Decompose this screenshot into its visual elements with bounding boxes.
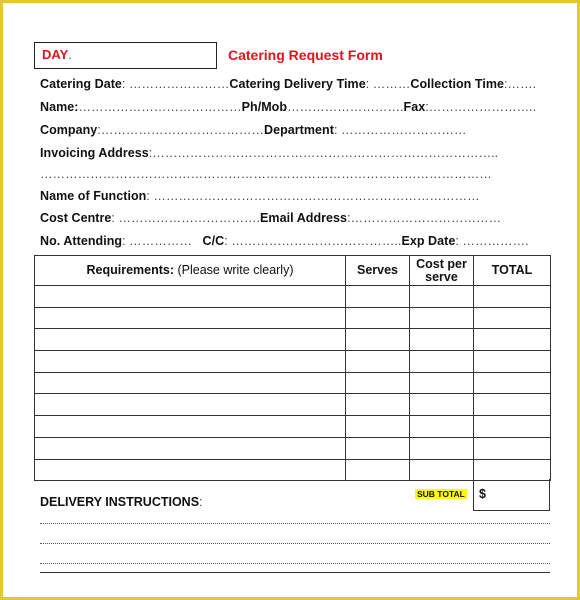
day-field[interactable] <box>34 42 217 69</box>
total-cell[interactable] <box>474 437 551 459</box>
serves-cell[interactable] <box>346 351 410 373</box>
name-field[interactable]: ………………………………… <box>78 100 242 114</box>
subtotal-label: SUB TOTAL <box>417 489 465 499</box>
cost-per-serve-header: Cost per serve <box>410 256 474 286</box>
fax-field[interactable]: :…………………….. <box>425 100 537 114</box>
name-label: Name: <box>40 100 79 114</box>
company-field[interactable]: :………………………………… <box>97 123 264 137</box>
currency-symbol: $ <box>479 487 486 501</box>
exp-date-field[interactable]: : ……………. <box>455 234 529 248</box>
serves-cell[interactable] <box>346 329 410 351</box>
cc-field[interactable]: : ………………………………….. <box>224 234 402 248</box>
function-name-field[interactable]: : …………………………………………………………………… <box>146 189 480 203</box>
cost-per-serve-cell[interactable] <box>410 372 474 394</box>
catering-date-label: Catering Date <box>40 77 122 91</box>
delivery-time-field[interactable]: : ……… <box>365 77 411 91</box>
company-label: Company <box>40 123 98 137</box>
table-row <box>35 394 551 416</box>
delivery-line-1[interactable] <box>40 523 550 524</box>
cost-per-serve-cell[interactable] <box>410 459 474 481</box>
invoicing-address-field[interactable]: :……………………………………………………………………….. <box>148 146 499 160</box>
table-row <box>35 372 551 394</box>
total-cell[interactable] <box>474 351 551 373</box>
requirement-cell[interactable] <box>35 416 346 438</box>
exp-date-label: Exp Date <box>401 234 456 248</box>
row-cost-email <box>40 211 501 225</box>
delivery-line-3[interactable] <box>40 563 550 564</box>
table-row <box>35 351 551 373</box>
serves-cell[interactable] <box>346 437 410 459</box>
attending-label: No. Attending <box>40 234 123 248</box>
cost-per-serve-cell[interactable] <box>410 329 474 351</box>
cost-per-serve-cell[interactable] <box>410 351 474 373</box>
table-row <box>35 307 551 329</box>
total-cell[interactable] <box>474 372 551 394</box>
day-dot: . <box>68 47 72 62</box>
serves-cell[interactable] <box>346 307 410 329</box>
row-function <box>40 189 480 203</box>
email-label: Email Address <box>260 211 348 225</box>
requirement-cell[interactable] <box>35 307 346 329</box>
function-name-label: Name of Function <box>40 189 147 203</box>
row-dates <box>40 77 536 91</box>
phone-label: Ph/Mob <box>241 100 288 114</box>
serves-cell[interactable] <box>346 416 410 438</box>
address-continued-field[interactable]: ……………………………………………………………………………………………… <box>40 167 492 181</box>
bottom-rule <box>40 572 550 573</box>
delivery-time-label: Catering Delivery Time <box>229 77 366 91</box>
total-cell[interactable] <box>474 394 551 416</box>
department-label: Department <box>264 123 334 137</box>
serves-cell[interactable] <box>346 459 410 481</box>
delivery-instructions-label: DELIVERY INSTRUCTIONS: <box>40 495 203 509</box>
invoicing-address-label: Invoicing Address <box>40 146 149 160</box>
requirement-cell[interactable] <box>35 372 346 394</box>
serves-cell[interactable] <box>346 394 410 416</box>
table-row <box>35 416 551 438</box>
table-row <box>35 286 551 308</box>
total-header: TOTAL <box>474 256 551 286</box>
requirements-header: Requirements: (Please write clearly) <box>35 256 346 286</box>
row-attendance-card <box>40 234 529 248</box>
requirement-cell[interactable] <box>35 437 346 459</box>
row-company <box>40 123 467 137</box>
total-cell[interactable] <box>474 416 551 438</box>
department-field[interactable]: : ………………………… <box>333 123 467 137</box>
cost-per-serve-cell[interactable] <box>410 286 474 308</box>
collection-time-field[interactable]: :……. <box>504 77 537 91</box>
catering-date-field[interactable]: : …………………… <box>121 77 230 91</box>
table-row <box>35 459 551 481</box>
table-row <box>35 329 551 351</box>
cost-per-serve-cell[interactable] <box>410 307 474 329</box>
cost-per-serve-cell[interactable] <box>410 394 474 416</box>
cost-centre-label: Cost Centre <box>40 211 112 225</box>
phone-field[interactable]: ………………………. <box>287 100 404 114</box>
requirement-cell[interactable] <box>35 351 346 373</box>
total-cell[interactable] <box>474 329 551 351</box>
email-field[interactable]: :……………………………… <box>347 211 502 225</box>
table-row <box>35 437 551 459</box>
collection-time-label: Collection Time <box>410 77 505 91</box>
requirement-cell[interactable] <box>35 459 346 481</box>
form-title: Catering Request Form <box>228 47 383 63</box>
serves-header: Serves <box>346 256 410 286</box>
total-cell[interactable] <box>474 286 551 308</box>
requirements-table <box>34 255 551 481</box>
subtotal-field[interactable] <box>473 479 550 511</box>
fax-label: Fax <box>403 100 426 114</box>
total-cell[interactable] <box>474 307 551 329</box>
attending-field[interactable]: : …………… <box>122 234 192 248</box>
row-contact <box>40 100 536 114</box>
cost-centre-field[interactable]: : ……………………………. <box>111 211 261 225</box>
cc-label: C/C <box>202 234 225 248</box>
cost-per-serve-cell[interactable] <box>410 416 474 438</box>
requirement-cell[interactable] <box>35 394 346 416</box>
delivery-line-2[interactable] <box>40 543 550 544</box>
table-header-row <box>35 256 551 286</box>
row-invoicing <box>40 146 498 160</box>
requirement-cell[interactable] <box>35 286 346 308</box>
day-label: DAY <box>42 47 69 62</box>
row-address-continued <box>40 167 492 181</box>
cost-per-serve-cell[interactable] <box>410 437 474 459</box>
total-cell[interactable] <box>474 459 551 481</box>
serves-cell[interactable] <box>346 286 410 308</box>
requirement-cell[interactable] <box>35 329 346 351</box>
serves-cell[interactable] <box>346 372 410 394</box>
